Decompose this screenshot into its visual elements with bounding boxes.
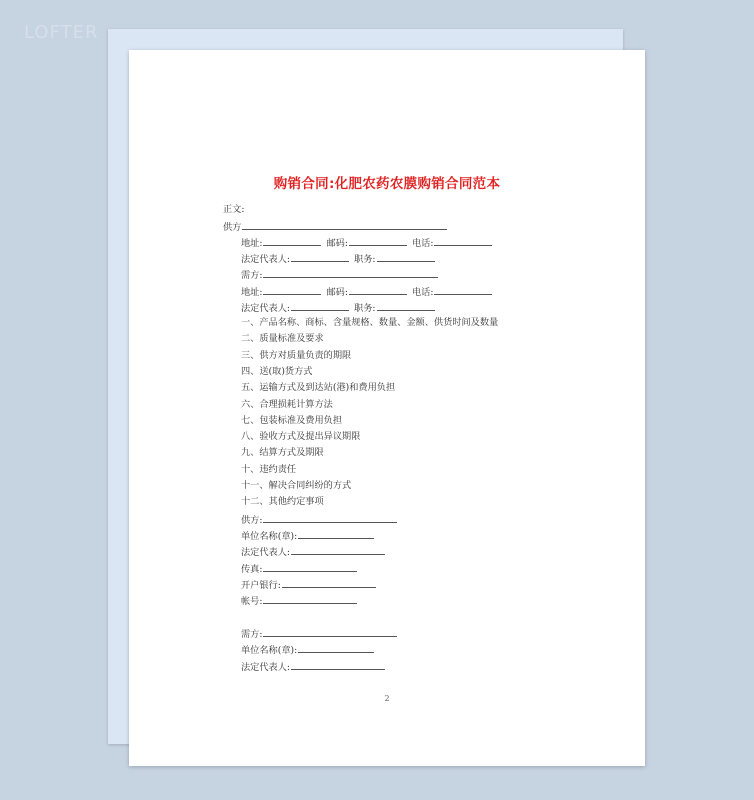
page-number: 2 [384,694,390,703]
party-blank [263,513,397,523]
supplier-rep-line [241,252,436,266]
legal-rep-label: 法定代表人: [241,254,291,265]
supplier-label: 供方 [223,222,242,233]
phone-blank [434,236,492,246]
unit-name-blank [298,643,374,653]
supplier-sign-party [241,513,398,527]
clause-item: 十一、解决合同纠纷的方式 [241,480,352,491]
supplier-sign-unit [241,529,375,543]
buyer-blank [263,268,438,278]
postcode-label: 邮码: [326,238,348,249]
supplier-blank [242,220,447,230]
clause-item: 二、质量标准及要求 [241,333,324,344]
buyer-rep-line [241,301,436,315]
clause-item: 四、送(取)货方式 [241,366,313,377]
account-blank [263,594,357,604]
phone-label: 电话: [411,238,434,249]
address-label: 地址: [241,287,263,298]
document-page [129,50,645,766]
watermark-logo: LOFTER [24,22,99,43]
body-label: 正文: [223,204,245,215]
supplier-sign-account [241,594,358,608]
supplier-address-line [241,236,493,250]
clause-item: 九、结算方式及期限 [241,447,324,458]
clause-item: 十、违约责任 [241,464,297,475]
buyer-line [241,268,439,282]
account-label: 帐号: [241,596,263,607]
postcode-blank [349,285,407,295]
unit-name-label: 单位名称(章): [241,645,298,656]
legal-rep-blank [291,301,349,311]
supplier-line [223,220,448,234]
bank-blank [282,578,376,588]
buyer-address-line [241,285,493,299]
position-label: 职务: [354,303,376,314]
buyer-sign-unit [241,643,375,657]
bank-label: 开户银行: [241,580,281,591]
buyer-label: 需方: [241,270,263,281]
supplier-sign-bank [241,578,377,592]
party-label: 需方: [241,629,263,640]
fax-label: 传真: [241,564,263,575]
supplier-sign-rep [241,545,386,559]
unit-name-label: 单位名称(章): [241,531,298,542]
party-blank [263,627,397,637]
postcode-label: 邮码: [326,287,348,298]
legal-rep-blank [291,660,385,670]
position-blank [377,252,435,262]
clause-item: 七、包装标准及费用负担 [241,415,343,426]
phone-label: 电话: [411,287,434,298]
party-label: 供方: [241,515,263,526]
page-title: 购销合同:化肥农药农膜购销合同范本 [273,176,501,192]
clause-item: 六、合理损耗计算方法 [241,399,333,410]
supplier-sign-fax [241,562,358,576]
unit-name-blank [298,529,374,539]
buyer-sign-party [241,627,398,641]
phone-blank [434,285,492,295]
postcode-blank [349,236,407,246]
clause-item: 五、运输方式及到达站(港)和费用负担 [241,382,396,393]
address-label: 地址: [241,238,263,249]
address-blank [263,285,321,295]
fax-blank [263,562,357,572]
clause-item: 十二、其他约定事项 [241,496,324,507]
legal-rep-blank [291,545,385,555]
position-blank [377,301,435,311]
buyer-sign-rep [241,660,386,674]
clause-item: 三、供方对质量负责的期限 [241,350,352,361]
legal-rep-label: 法定代表人: [241,662,291,673]
legal-rep-label: 法定代表人: [241,303,291,314]
legal-rep-label: 法定代表人: [241,547,291,558]
position-label: 职务: [354,254,376,265]
address-blank [263,236,321,246]
legal-rep-blank [291,252,349,262]
clause-item: 八、验收方式及提出异议期限 [241,431,361,442]
clause-item: 一、产品名称、商标、含量规格、数量、金额、供货时间及数量 [241,317,499,328]
